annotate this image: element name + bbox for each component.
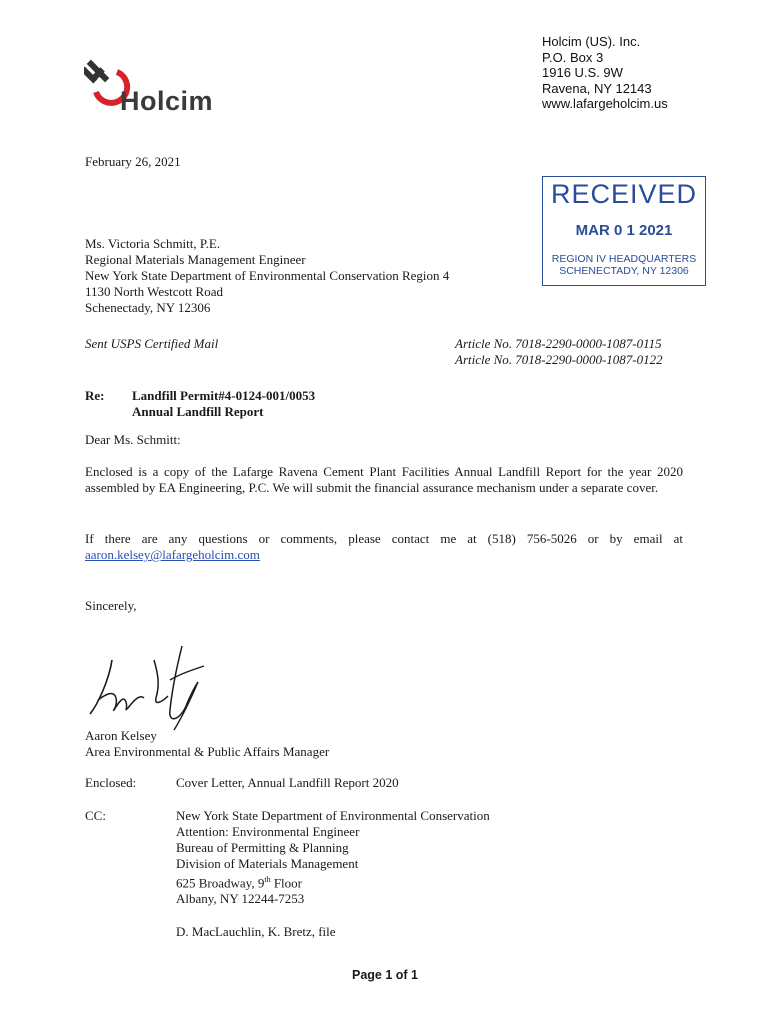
cc-additional: D. MacLauchlin, K. Bretz, file [176,924,336,939]
address-website: www.lafargeholcim.us [542,96,668,111]
cc-street [176,872,490,891]
recipient-line: 1130 North Westcott Road [85,284,223,299]
signer-title: Area Environmental & Public Affairs Manager [85,744,330,759]
contact-text: If there are any questions or comments, please contact me at (518) 756-5026 or by email at [85,531,683,546]
enclosed-value: Cover Letter, Annual Landfill Report 2020 [176,775,399,790]
body-paragraph-2 [85,531,683,563]
cc-city: Albany, NY 12244-7253 [176,891,305,907]
delivery-method: Sent USPS Certified Mail [85,336,219,351]
signer-block [85,728,329,760]
cc-block [176,808,490,907]
address-line: Ravena, NY 12143 [542,80,652,96]
cc-street-sup: th [264,875,271,884]
salutation: Dear Ms. Schmitt: [85,432,181,447]
email-link[interactable]: aaron.kelsey@lafargeholcim.com [85,547,260,562]
body-paragraph-1: Enclosed is a copy of the Lafarge Ravena Cement Plant Facilities Annual Landfill Report for the year 2020 assembled by EA Engineering, P.C. We will submit the financial assurance mechanism under a separate cover. [85,464,683,495]
re-line: Annual Landfill Report [132,404,264,419]
address-line: P.O. Box 3 [542,49,604,65]
recipient-line: Regional Materials Management Engineer [85,252,306,267]
cc-street-number: 625 Broadway, 9 [176,875,265,891]
holcim-logo [84,56,234,122]
cc-street-suffix: Floor [270,875,302,891]
cc-line: Attention: Environmental Engineer [176,824,360,839]
address-line: Holcim (US). Inc. [542,34,641,49]
cc-label: CC: [85,808,106,823]
address-line: 1916 U.S. 9W [542,65,623,80]
page-number: Page 1 of 1 [352,968,418,982]
stamp-title: RECEIVED [550,179,698,209]
re-line: Landfill Permit#4-0124-001/0053 [132,388,316,403]
article-number: Article No. 7018-2290-0000-1087-0122 [455,352,663,367]
stamp-line1: REGION IV HEADQUARTERS [551,253,697,265]
received-stamp [542,176,706,286]
sender-address [542,34,668,112]
cc-line: New York State Department of Environmental Conservation [176,808,490,823]
cc-line: Division of Materials Management [176,856,359,871]
closing: Sincerely, [85,598,137,613]
recipient-line: New York State Department of Environmental Conservation Region 4 [85,268,450,283]
recipient-line: Schenectady, NY 12306 [85,300,211,315]
recipient-block [85,236,449,316]
article-number: Article No. 7018-2290-0000-1087-0115 [455,336,662,351]
recipient-line: Ms. Victoria Schmitt, P.E. [85,236,221,251]
signature [84,640,234,740]
stamp-date: MAR 0 1 2021 [575,222,673,239]
re-label: Re: [85,388,105,403]
enclosed-label: Enclosed: [85,775,137,790]
re-subject [132,388,315,420]
logo-wordmark: Holcim [120,86,214,116]
signer-name: Aaron Kelsey [85,728,157,743]
cc-line: Bureau of Permitting & Planning [176,840,349,855]
stamp-line2: SCHENECTADY, NY 12306 [559,265,689,277]
letter-date: February 26, 2021 [85,154,181,169]
article-numbers [455,336,663,368]
